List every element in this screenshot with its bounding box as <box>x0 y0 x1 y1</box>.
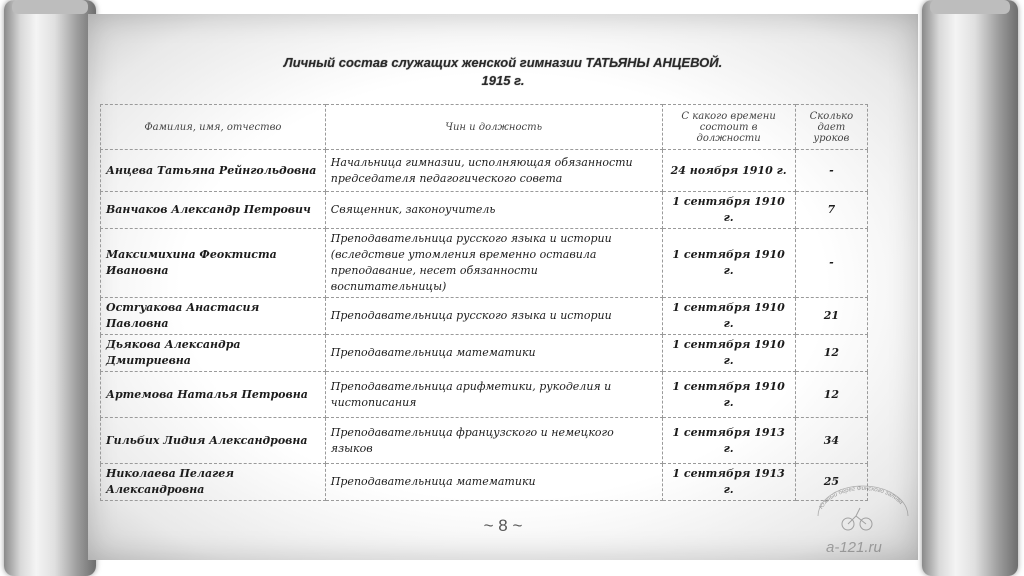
cell-name: Анцева Татьяна Рейнгольдовна <box>101 150 326 192</box>
table-row <box>101 335 868 372</box>
cell-name: Дьякова Александра Дмитриевна <box>101 335 326 372</box>
cell-name: Гильбих Лидия Александровна <box>101 418 326 464</box>
cell-name: Ванчаков Александр Петрович <box>101 192 326 229</box>
header-since: С какого времени состоит в должности <box>662 105 795 150</box>
cell-name: Артемова Наталья Петровна <box>101 372 326 418</box>
cell-since: 1 сентября 1910 г. <box>662 335 795 372</box>
table-row <box>101 372 868 418</box>
cell-position: Преподавательница русского языка и истории <box>325 298 662 335</box>
table-row <box>101 229 868 298</box>
scroll-roller-right <box>922 0 1018 576</box>
cell-position: Преподавательница математики <box>325 464 662 501</box>
table-header-row <box>101 105 868 150</box>
cell-position: Начальница гимназии, исполняющая обязанности председателя педагогического совета <box>325 150 662 192</box>
cell-lessons: 12 <box>795 335 867 372</box>
table-row <box>101 464 868 501</box>
staff-table <box>100 104 868 501</box>
cell-position: Преподавательница французского и немецкого языков <box>325 418 662 464</box>
cell-name: Остryакова Анастасия Павловна <box>101 298 326 335</box>
cell-since: 1 сентября 1910 г. <box>662 372 795 418</box>
cell-since: 1 сентября 1910 г. <box>662 192 795 229</box>
cell-since: 1 сентября 1910 г. <box>662 229 795 298</box>
header-lessons: Сколько дает уроков <box>795 105 867 150</box>
table-row <box>101 150 868 192</box>
watermark-caption: Южный берег Финского залива <box>818 485 904 511</box>
cell-position: Преподавательница русского языка и истории (вследствие утомления временно оставила преподавание, несет обязанности воспитательницы) <box>325 229 662 298</box>
bicycle-icon <box>848 508 866 524</box>
scroll-roller-left <box>4 0 96 576</box>
cell-position: Преподавательница арифметики, рукоделия и чистописания <box>325 372 662 418</box>
watermark-url: a-121.ru <box>826 539 882 556</box>
watermark-logo <box>808 478 918 558</box>
table-row <box>101 418 868 464</box>
cell-name: Николаева Пелагея Александровна <box>101 464 326 501</box>
scroll-paper <box>88 14 918 560</box>
cell-name: Максимихина Феоктиста Ивановна <box>101 229 326 298</box>
cell-since: 1 сентября 1913 г. <box>662 464 795 501</box>
table-row <box>101 298 868 335</box>
cell-position: Священник, законоучитель <box>325 192 662 229</box>
cell-since: 1 сентября 1910 г. <box>662 298 795 335</box>
cell-position: Преподавательница математики <box>325 335 662 372</box>
cell-lessons: - <box>795 229 867 298</box>
document-title <box>88 54 918 90</box>
cell-lessons: 25 <box>795 464 867 501</box>
page-number: ~ 8 ~ <box>483 516 523 535</box>
cell-lessons: 34 <box>795 418 867 464</box>
cell-lessons: 12 <box>795 372 867 418</box>
header-position: Чин и должность <box>325 105 662 150</box>
cell-lessons: 21 <box>795 298 867 335</box>
cell-lessons: - <box>795 150 867 192</box>
header-name: Фамилия, имя, отчество <box>101 105 326 150</box>
table-row <box>101 192 868 229</box>
cell-since: 1 сентября 1913 г. <box>662 418 795 464</box>
title-text: Личный состав служащих женской гимназии ТАТЬЯНЫ АНЦЕВОЙ. <box>283 55 723 70</box>
title-year: 1915 г. <box>481 73 525 88</box>
cell-since: 24 ноября 1910 г. <box>662 150 795 192</box>
cell-lessons: 7 <box>795 192 867 229</box>
